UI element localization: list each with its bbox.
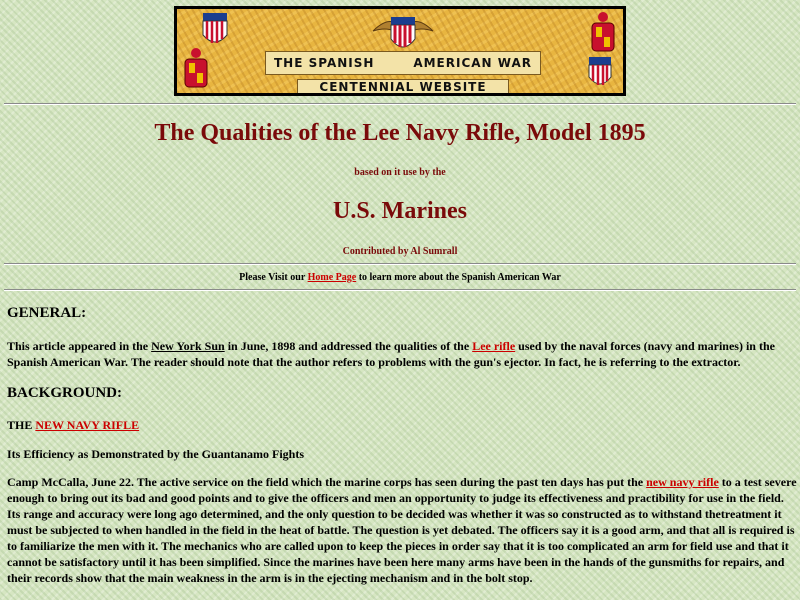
- based-on-text: based on it use by the: [354, 167, 446, 178]
- divider: [4, 103, 796, 105]
- camp-text-b: to a test severe enough to bring out its bad and good points and to give the officers and men an opportunity to judge its effectiveness and practibility for use in the field. Its range and accuracy were long ago determined, and the only question to be decided was whether it was so constructed as to withstand thetreatment it must be subjected to when handled in the field in the heat of battle. The question is yet debated. The officers say it is a good arm, and that all is required is to familiarize the men with it. The mechanics who are called upon to keep the pieces in order say that it is too complicated an arm for field use and that it cannot be satisfactory until it has been simplified. Since the marines have been here many arms have been in the hands of the gunsmiths for repairs, and their records show that the main weakness in the arm is in the ejecting mechanism and in the bolt stop.: [7, 475, 797, 585]
- divider: [4, 263, 796, 265]
- marines-heading: U.S. Marines: [333, 198, 467, 224]
- general-text-c: used by the naval forces (navy and marines) in the Spanish American War. The reader should note that the author refers to problems with the gun's ejector. In fact, he is referring to the extractor.: [7, 339, 775, 369]
- spanish-crest-icon: [181, 47, 211, 91]
- new-navy-rifle-link[interactable]: NEW NAVY RIFLE: [35, 418, 140, 432]
- spanish-crest-icon: [587, 11, 619, 53]
- the-text: THE: [7, 418, 36, 432]
- divider: [4, 289, 796, 291]
- visit-prefix: Please Visit our: [239, 272, 308, 283]
- camp-mccalla-paragraph: [7, 474, 797, 586]
- us-shield-icon: [585, 55, 615, 93]
- centennial-banner: [174, 6, 626, 96]
- page-title: The Qualities of the Lee Navy Rifle, Model 1895: [154, 120, 646, 146]
- home-page-link[interactable]: Home Page: [307, 272, 357, 283]
- rifle-title-line: [7, 417, 797, 433]
- new-navy-rifle-inline-link[interactable]: new navy rifle: [646, 475, 719, 489]
- general-text-a: This article appeared in the: [7, 339, 152, 353]
- us-shield-icon: [199, 11, 231, 51]
- efficiency-subtitle: Its Efficiency as Demonstrated by the Guantanamo Fights: [7, 447, 304, 461]
- new-york-sun-link[interactable]: New York Sun: [151, 339, 225, 353]
- banner-ribbon: [265, 51, 541, 75]
- visit-suffix: to learn more about the Spanish American War: [356, 272, 561, 283]
- general-paragraph: [7, 338, 797, 370]
- contributor: Contributed by Al Sumrall: [342, 246, 458, 257]
- general-heading: GENERAL:: [7, 305, 87, 321]
- lee-rifle-link[interactable]: Lee rifle: [472, 339, 516, 353]
- visit-line: [0, 272, 800, 283]
- banner-ribbon-right: AMERICAN WAR: [413, 56, 532, 70]
- general-text-b: in June, 1898 and addressed the qualities of the: [224, 339, 473, 353]
- camp-text-a: Camp McCalla, June 22. The active service on the field which the marine corps has seen during the past ten days has put the: [7, 475, 647, 489]
- background-heading: BACKGROUND:: [7, 385, 122, 401]
- banner-subtitle: CENTENNIAL WEBSITE: [297, 79, 509, 96]
- banner-ribbon-left: THE SPANISH: [274, 56, 375, 70]
